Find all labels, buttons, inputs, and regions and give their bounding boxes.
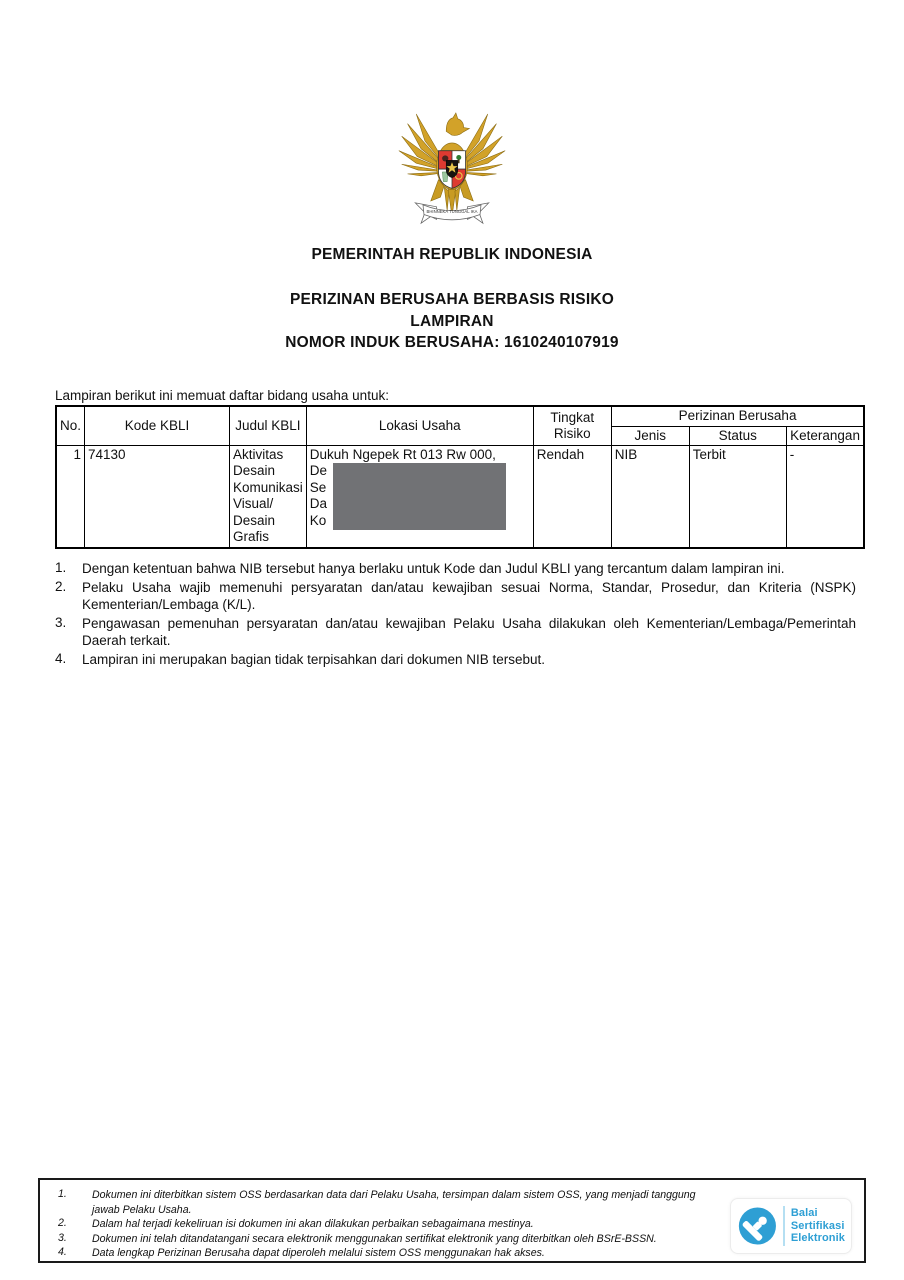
condition-text: Dengan ketentuan bahwa NIB tersebut hanya berlaku untuk Kode dan Judul KBLI yang tercantum dalam lampiran ini.: [82, 561, 785, 576]
condition-number: 2.: [55, 578, 67, 594]
col-header-judul-kbli: Judul KBLI: [230, 406, 307, 445]
bsre-logo-line3: Elektronik: [790, 1232, 845, 1245]
lokasi-partial-line: De: [309, 463, 328, 478]
col-header-no: No.: [56, 406, 85, 445]
document-title-line2: LAMPIRAN: [410, 312, 494, 330]
cell-status: Terbit: [689, 445, 786, 548]
document-title-line3: NOMOR INDUK BERUSAHA: 1610240107919: [285, 334, 619, 351]
footer-note-item: [58, 1217, 726, 1232]
table-row: [56, 445, 864, 548]
lokasi-partial-line: Ko: [309, 512, 327, 528]
lokasi-partial-line: Se: [309, 479, 327, 495]
cell-keterangan: -: [786, 445, 864, 548]
col-header-keterangan: Keterangan: [786, 426, 864, 445]
cell-lokasi-usaha: [306, 445, 533, 548]
footer-note-item: [58, 1188, 726, 1217]
footer-note-item: [58, 1232, 726, 1247]
footer-note-text: Data lengkap Perizinan Berusaha dapat diperoleh melalui sistem OSS menggunakan hak akses.: [92, 1247, 545, 1259]
footer-note-text: Dalam hal terjadi kekeliruan isi dokumen ini akan dilakukan perbaikan sebagaimana mestinya.: [92, 1218, 534, 1230]
bsre-logo-text: [791, 1207, 845, 1245]
col-header-tingkat-risiko: Tingkat Risiko: [533, 406, 611, 445]
footer-note-text: Dokumen ini telah ditandatangani secara elektronik menggunakan sertifikat elektronik yang diterbitkan oleh BSrE-BSSN.: [92, 1232, 657, 1245]
col-header-status: Status: [689, 426, 786, 445]
kbli-table: [55, 405, 865, 549]
footer-note-number: 2.: [58, 1217, 67, 1229]
condition-item: [55, 560, 856, 578]
conditions-list: [55, 560, 856, 669]
cell-tingkat-risiko: Rendah: [533, 445, 611, 548]
col-header-lokasi-usaha: Lokasi Usaha: [306, 406, 533, 445]
condition-item: [55, 579, 856, 614]
document-title: [0, 289, 904, 354]
footer-note-text: Dokumen ini diterbitkan sistem OSS berdasarkan data dari Pelaku Usaha, tersimpan dalam sistem OSS, yang menjadi tanggung jawab Pelaku Usaha.: [92, 1189, 696, 1216]
bsre-logo-line2: Sertifikasi: [790, 1219, 845, 1232]
intro-line: Lampiran berikut ini memuat daftar bidang usaha untuk:: [55, 388, 389, 403]
col-header-jenis: Jenis: [611, 426, 689, 445]
col-header-perizinan-berusaha: Perizinan Berusaha: [611, 406, 864, 426]
garuda-emblem-graphic: [394, 110, 510, 232]
cell-kode-kbli: 74130: [85, 445, 230, 548]
footer-note-number: 3.: [58, 1231, 67, 1244]
condition-item: [55, 651, 856, 669]
footer-notes-list: [58, 1188, 726, 1261]
footer-note-item: [58, 1246, 726, 1261]
condition-text: Pelaku Usaha wajib memenuhi persyaratan dan/atau kewajiban sesuai Norma, Standar, Prosedur, dan Kriteria (NSPK) Kementerian/Lembaga (K/L).: [82, 579, 856, 612]
col-header-kode-kbli: Kode KBLI: [85, 406, 230, 445]
emblem-banner-text: BHINNEKA TUNGGAL IKA: [426, 209, 478, 215]
bsre-logo: [730, 1198, 852, 1254]
government-title: PEMERINTAH REPUBLIK INDONESIA: [311, 246, 593, 263]
redaction-box: [333, 463, 506, 530]
lokasi-line1: Dukuh Ngepek Rt 013 Rw 000,: [309, 446, 496, 462]
condition-item: [55, 615, 856, 650]
document-title-line1: PERIZINAN BERUSAHA BERBASIS RISIKO: [289, 291, 614, 308]
footer-disclaimer-box: [38, 1178, 866, 1263]
lokasi-partial-line: Da: [309, 496, 328, 511]
condition-text: Pengawasan pemenuhan persyaratan dan/atau kewajiban Pelaku Usaha dilakukan oleh Kementerian/Lembaga/Pemerintah Daerah terkait.: [82, 615, 856, 648]
stamp-icon: [737, 1204, 778, 1248]
cell-jenis: NIB: [611, 445, 689, 548]
condition-number: 3.: [55, 614, 67, 630]
bsre-logo-line1: Balai: [790, 1207, 818, 1220]
footer-note-number: 1.: [58, 1188, 67, 1200]
condition-number: 4.: [55, 650, 67, 666]
cell-no: 1: [56, 445, 85, 548]
cell-judul-kbli: Aktivitas Desain Komunikasi Visual/ Desain Grafis: [230, 445, 307, 548]
logo-separator: [783, 1206, 785, 1246]
condition-text: Lampiran ini merupakan bagian tidak terpisahkan dari dokumen NIB tersebut.: [82, 651, 546, 667]
condition-number: 1.: [55, 560, 67, 575]
footer-note-number: 4.: [58, 1246, 67, 1258]
garuda-pancasila-emblem: [394, 110, 510, 237]
